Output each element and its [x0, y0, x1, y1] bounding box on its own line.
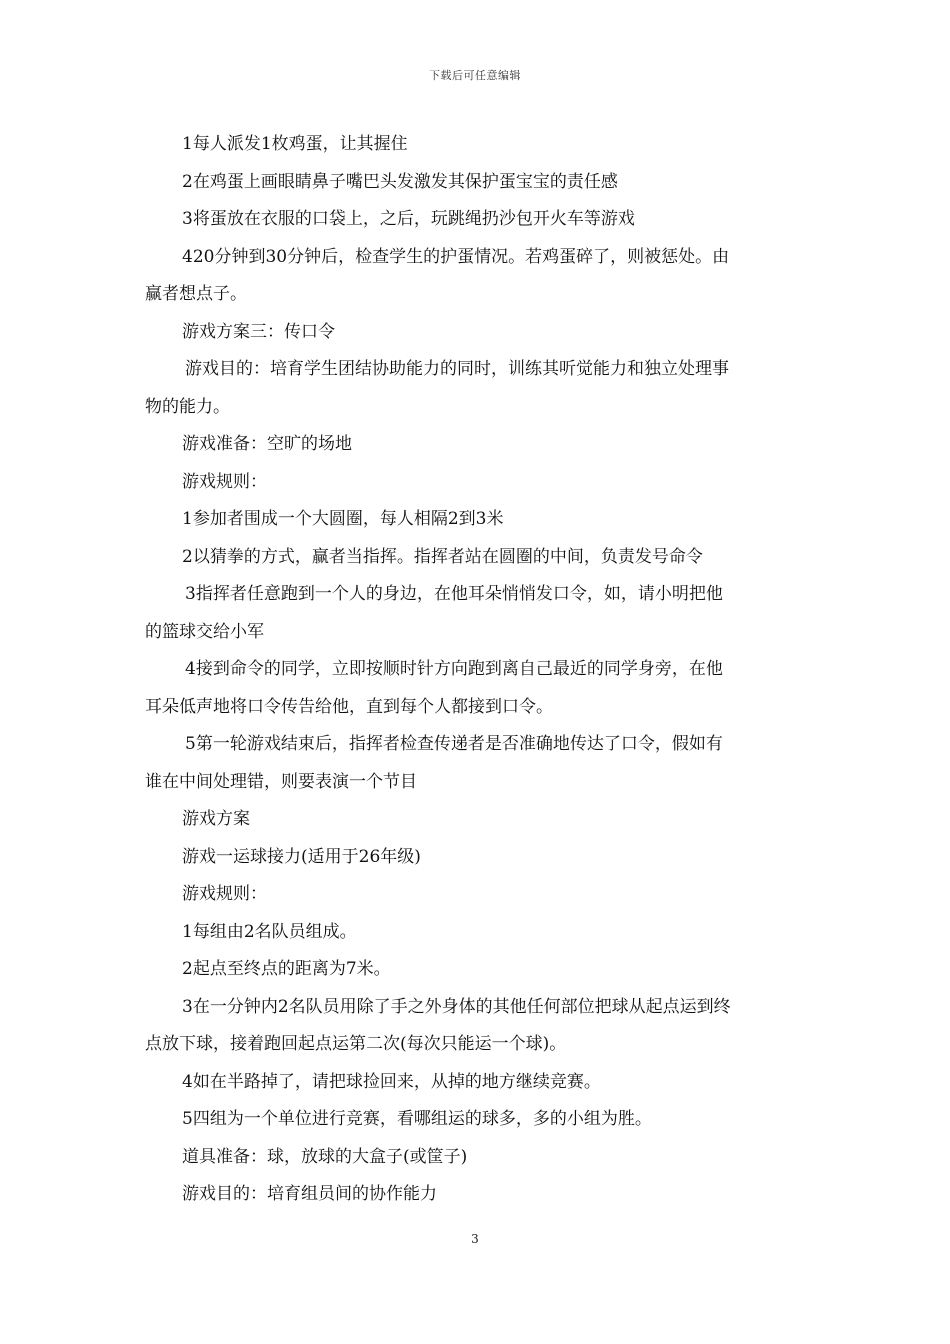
list-item: 3在一分钟内2名队员用除了手之外身体的其他任何部位把球从起点运到终 [182, 996, 731, 1017]
list-item: 1参加者围成一个大圆圈，每人相隔2到3米 [182, 509, 504, 529]
document-body [145, 126, 810, 1214]
list-item: 5四组为一个单位进行竞赛，看哪组运的球多，多的小组为胜。 [182, 1109, 652, 1129]
text-line: 游戏准备：空旷的场地 [182, 434, 352, 454]
list-item: 1每组由2名队员组成。 [182, 921, 357, 942]
text-line: 游戏规则： [182, 471, 267, 492]
text-line: 点放下球，接着跑回起点运第二次(每次只能运一个球)。 [145, 1034, 567, 1054]
text-line: 的篮球交给小军 [145, 621, 264, 642]
section-heading: 游戏方案 [182, 809, 250, 829]
section-heading: 游戏一运球接力(适用于26年级) [182, 846, 421, 867]
text-line: 赢者想点子。 [145, 284, 247, 304]
text-line: 420分钟到30分钟后，检查学生的护蛋情况。若鸡蛋碎了，则被惩处。由 [182, 246, 730, 267]
list-item: 4如在半路掉了，请把球捡回来，从掉的地方继续竞赛。 [182, 1071, 601, 1092]
text-line: 耳朵低声地将口令传告给他，直到每个人都接到口令。 [145, 696, 553, 717]
list-item: 4接到命令的同学，立即按顺时针方向跑到离自己最近的同学身旁，在他 [185, 659, 723, 679]
text-line: 物的能力。 [145, 396, 230, 417]
list-item: 2起点至终点的距离为7米。 [182, 959, 391, 979]
text-line: 2在鸡蛋上画眼睛鼻子嘴巴头发激发其保护蛋宝宝的责任感 [182, 171, 618, 192]
list-item: 5第一轮游戏结束后，指挥者检查传递者是否准确地传达了口令，假如有 [185, 734, 723, 754]
text-line: 1每人派发1枚鸡蛋，让其握住 [182, 134, 408, 154]
text-line: 谁在中间处理错，则要表演一个节目 [145, 771, 417, 792]
text-line: 游戏目的：培育组员间的协作能力 [182, 1184, 437, 1204]
text-line: 游戏目的：培育学生团结协助能力的同时，训练其听觉能力和独立处理事 [185, 359, 729, 379]
page-header: 下载后可任意编辑 [429, 69, 521, 82]
list-item: 3指挥者任意跑到一个人的身边，在他耳朵悄悄发口令，如，请小明把他 [185, 584, 723, 604]
text-line: 道具准备：球，放球的大盒子(或筐子) [182, 1146, 468, 1167]
text-line: 3将蛋放在衣服的口袋上，之后，玩跳绳扔沙包开火车等游戏 [182, 209, 635, 229]
text-line: 游戏规则： [182, 884, 267, 904]
page-number: 3 [471, 1232, 479, 1246]
list-item: 2以猜拳的方式，赢者当指挥。指挥者站在圆圈的中间，负责发号命令 [182, 546, 703, 567]
section-heading: 游戏方案三：传口令 [182, 321, 335, 342]
